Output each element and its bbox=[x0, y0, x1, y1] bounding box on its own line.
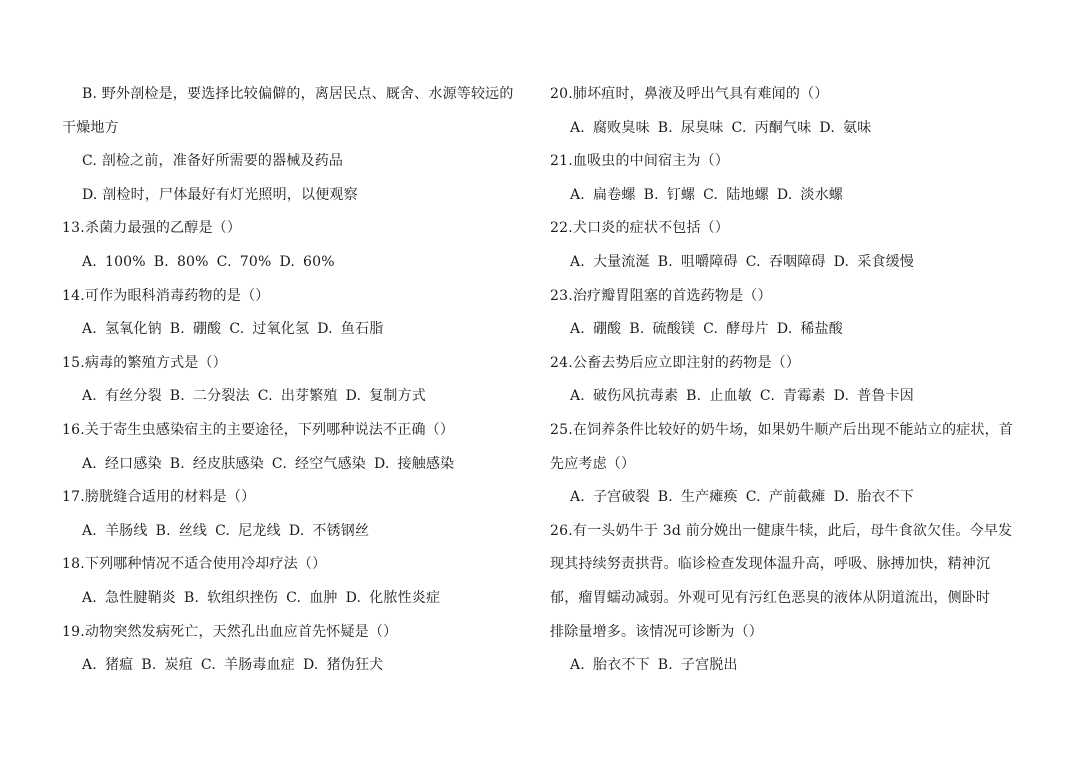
option-letter: A. bbox=[82, 522, 97, 539]
option-letter: D. bbox=[288, 522, 305, 539]
option-text: 过氧化氢 bbox=[252, 321, 310, 338]
option-letter: D. bbox=[317, 321, 333, 338]
option-text: 化脓性炎症 bbox=[369, 589, 441, 606]
option-text: 氢氧化钠 bbox=[104, 321, 162, 338]
question-stem: 15.病毒的繁殖方式是（） bbox=[62, 354, 227, 371]
options-row bbox=[550, 313, 1020, 347]
option-letter: C. bbox=[731, 119, 747, 136]
answer-option bbox=[170, 380, 250, 414]
question-stem: 25.在饲养条件比较好的奶牛场，如果奶牛顺产后出现不能站立的症状，首 bbox=[550, 421, 1014, 438]
answer-option bbox=[629, 313, 695, 347]
option-letter: C. bbox=[200, 657, 216, 674]
option-letter: B. bbox=[643, 186, 659, 203]
option-text: 70% bbox=[239, 253, 272, 270]
answer-option bbox=[217, 246, 272, 280]
option-text: 产前截瘫 bbox=[768, 489, 826, 506]
option-letter: C. bbox=[257, 388, 273, 405]
option-letter: C. bbox=[286, 589, 302, 606]
answer-option bbox=[346, 380, 426, 414]
option-letter: D. bbox=[833, 253, 850, 270]
text-continuation: 先应考虑（） bbox=[550, 455, 636, 472]
answer-option bbox=[760, 380, 826, 414]
option-letter: C. bbox=[759, 388, 775, 405]
answer-option bbox=[258, 380, 338, 414]
options-row bbox=[62, 448, 532, 482]
answer-option bbox=[746, 246, 826, 280]
option-text: 羊肠毒血症 bbox=[224, 657, 295, 674]
option-text: 鱼石脂 bbox=[340, 321, 384, 338]
answer-option bbox=[777, 313, 843, 347]
option-letter: B. bbox=[657, 489, 673, 506]
option-text: 子宫脱出 bbox=[680, 657, 738, 674]
question-stem: 24.公畜去势后应立即注射的药物是（） bbox=[550, 354, 801, 371]
option-letter: D. bbox=[819, 119, 835, 136]
option-text: 出芽繁殖 bbox=[280, 388, 338, 405]
option-letter: C. bbox=[745, 253, 761, 270]
option-text: 扁卷螺 bbox=[592, 186, 636, 203]
question-stem: 20.肺坏疽时，鼻液及呼出气具有难闻的（） bbox=[550, 86, 829, 102]
option-letter: A. bbox=[570, 119, 585, 136]
options-row bbox=[550, 649, 1020, 683]
question-stem: 16.关于寄生虫感染宿主的主要途径，下列哪种说法不正确（） bbox=[62, 421, 455, 438]
options-row bbox=[550, 246, 1020, 280]
answer-option bbox=[286, 582, 337, 616]
option-text: 猪瘟 bbox=[104, 657, 134, 674]
text-continuation: 干燥地方 bbox=[62, 119, 119, 136]
option-letter: A. bbox=[82, 253, 97, 270]
options-row bbox=[550, 112, 1020, 146]
answer-option bbox=[156, 515, 208, 549]
option-text: 硼酸 bbox=[192, 321, 222, 338]
option-letter: B. bbox=[153, 253, 169, 270]
option-letter: C. bbox=[229, 321, 245, 338]
option-text: 不锈钢丝 bbox=[312, 522, 370, 539]
option-text: 接触感染 bbox=[397, 455, 455, 472]
option-text: 猪伪狂犬 bbox=[326, 657, 384, 674]
option-text: 经口感染 bbox=[104, 455, 162, 472]
answer-option bbox=[184, 582, 278, 616]
option-text: 丙酮气味 bbox=[754, 119, 812, 136]
option-text: 硫酸镁 bbox=[652, 321, 696, 338]
question-stem: 26.有一头奶牛于 3d 前分娩出一健康牛犊，此后，母牛食欲欠佳。今早发 bbox=[550, 522, 1013, 539]
option-letter: A. bbox=[82, 589, 97, 606]
answer-option bbox=[570, 481, 650, 515]
option-letter: D. bbox=[776, 186, 793, 203]
option-letter: A. bbox=[82, 657, 97, 674]
answer-option bbox=[658, 481, 738, 515]
answer-option bbox=[272, 448, 366, 482]
answer-option bbox=[777, 179, 843, 213]
option-text: 青霉素 bbox=[783, 388, 826, 405]
option-letter: C. bbox=[703, 186, 719, 203]
option-text: 经空气感染 bbox=[295, 455, 366, 472]
answer-option bbox=[289, 515, 369, 549]
option-text: 吞咽障碍 bbox=[768, 253, 826, 270]
option-text: 稀盐酸 bbox=[800, 321, 843, 338]
answer-option bbox=[170, 313, 222, 347]
option-letter: A. bbox=[570, 186, 585, 203]
answer-option bbox=[141, 649, 193, 683]
option-letter: C. bbox=[703, 321, 719, 338]
option-text: 尿臭味 bbox=[680, 119, 724, 136]
text-continuation: 郁，瘤胃蠕动减弱。外观可见有污红色恶臭的液体从阴道流出，侧卧时 bbox=[550, 589, 991, 606]
option-letter: B. bbox=[169, 388, 185, 405]
option-text: 丝线 bbox=[178, 522, 208, 539]
options-row bbox=[62, 313, 532, 347]
answer-option bbox=[82, 313, 162, 347]
option-text: 陆地螺 bbox=[726, 186, 769, 203]
option-line: B. 野外剖检是，要选择比较偏僻的，离居民点、厩舍、水源等较远的 bbox=[82, 86, 514, 102]
option-line: C. 剖检之前，准备好所需要的器械及药品 bbox=[82, 153, 344, 170]
option-text: 胎衣不下 bbox=[592, 657, 650, 674]
answer-option bbox=[746, 481, 826, 515]
options-row bbox=[62, 582, 532, 616]
answer-option bbox=[819, 112, 871, 146]
option-letter: A. bbox=[570, 388, 585, 405]
answer-option bbox=[317, 313, 383, 347]
answer-option bbox=[201, 649, 295, 683]
answer-option bbox=[570, 313, 621, 347]
option-letter: A. bbox=[570, 321, 585, 338]
answer-option bbox=[834, 246, 914, 280]
answer-option bbox=[346, 582, 441, 616]
option-text: 咀嚼障碍 bbox=[680, 253, 738, 270]
answer-option bbox=[644, 179, 696, 213]
option-text: 尼龙线 bbox=[238, 522, 281, 539]
options-row bbox=[62, 380, 532, 414]
question-stem: 23.治疗瓣胃阻塞的首选药物是（） bbox=[550, 287, 772, 304]
right-column bbox=[550, 78, 1020, 683]
answer-option bbox=[703, 313, 769, 347]
option-letter: A. bbox=[570, 657, 585, 674]
answer-option bbox=[82, 515, 148, 549]
answer-option bbox=[82, 448, 162, 482]
option-letter: B. bbox=[141, 657, 157, 674]
option-text: 酵母片 bbox=[726, 321, 769, 338]
answer-option bbox=[82, 380, 162, 414]
options-row bbox=[62, 649, 532, 683]
option-letter: B. bbox=[169, 455, 185, 472]
options-row bbox=[62, 515, 532, 549]
answer-option bbox=[570, 246, 650, 280]
answer-option bbox=[229, 313, 309, 347]
option-letter: D. bbox=[345, 589, 362, 606]
option-text: 60% bbox=[303, 253, 335, 270]
option-letter: D. bbox=[345, 388, 362, 405]
answer-option bbox=[570, 649, 650, 683]
option-letter: A. bbox=[82, 455, 97, 472]
option-text: 复制方式 bbox=[369, 388, 427, 405]
option-letter: D. bbox=[833, 388, 850, 405]
option-text: 采食缓慢 bbox=[857, 253, 915, 270]
options-row bbox=[62, 246, 532, 280]
option-letter: B. bbox=[686, 388, 702, 405]
answer-option bbox=[82, 582, 176, 616]
options-row bbox=[550, 481, 1020, 515]
option-text: 有丝分裂 bbox=[104, 388, 162, 405]
left-column bbox=[62, 78, 532, 683]
option-letter: A. bbox=[82, 388, 97, 405]
option-letter: B. bbox=[629, 321, 645, 338]
option-letter: C. bbox=[271, 455, 287, 472]
question-stem: 17.膀胱缝合适用的材料是（） bbox=[62, 489, 256, 506]
answer-option bbox=[686, 380, 752, 414]
text-continuation: 现其持续努责拱背。临诊检查发现体温升高，呼吸、脉搏加快，精神沉 bbox=[550, 556, 991, 573]
option-letter: B. bbox=[657, 657, 673, 674]
option-text: 氨味 bbox=[843, 119, 872, 136]
option-text: 羊肠线 bbox=[104, 522, 148, 539]
answer-option bbox=[834, 481, 914, 515]
option-line: D. 剖检时，尸体最好有灯光照明，以便观察 bbox=[82, 186, 358, 203]
option-letter: B. bbox=[657, 253, 673, 270]
answer-option bbox=[703, 179, 769, 213]
question-stem: 19.动物突然发病死亡，天然孔出血应首先怀疑是（） bbox=[62, 623, 398, 640]
options-row bbox=[550, 179, 1020, 213]
option-text: 急性腱鞘炎 bbox=[104, 589, 176, 606]
option-text: 钉螺 bbox=[666, 186, 696, 203]
option-text: 止血敏 bbox=[709, 388, 752, 405]
answer-option bbox=[154, 246, 209, 280]
text-continuation: 排除量增多。该情况可诊断为（） bbox=[550, 623, 763, 640]
question-stem: 18.下列哪种情况不适合使用冷却疗法（） bbox=[62, 556, 327, 573]
answer-option bbox=[570, 112, 650, 146]
answer-option bbox=[279, 246, 334, 280]
option-letter: A. bbox=[570, 489, 585, 506]
option-text: 胎衣不下 bbox=[857, 489, 915, 506]
option-letter: C. bbox=[745, 489, 761, 506]
option-text: 二分裂法 bbox=[192, 388, 250, 405]
option-letter: D. bbox=[303, 657, 319, 674]
option-text: 经皮肤感染 bbox=[192, 455, 264, 472]
option-text: 炭疽 bbox=[164, 657, 193, 674]
option-text: 80% bbox=[176, 253, 209, 270]
option-text: 淡水螺 bbox=[800, 186, 843, 203]
option-letter: C. bbox=[216, 253, 232, 270]
option-letter: A. bbox=[82, 321, 97, 338]
answer-option bbox=[82, 246, 146, 280]
answer-option bbox=[215, 515, 281, 549]
option-letter: B. bbox=[155, 522, 171, 539]
option-letter: D. bbox=[279, 253, 296, 270]
option-letter: D. bbox=[776, 321, 793, 338]
option-letter: B. bbox=[183, 589, 200, 606]
answer-option bbox=[570, 179, 636, 213]
option-letter: B. bbox=[657, 119, 673, 136]
answer-option bbox=[834, 380, 914, 414]
question-stem: 22.犬口炎的症状不包括（） bbox=[550, 220, 730, 237]
answer-option bbox=[570, 380, 678, 414]
option-letter: C. bbox=[215, 522, 231, 539]
answer-option bbox=[170, 448, 264, 482]
option-text: 血肿 bbox=[309, 589, 338, 606]
answer-option bbox=[82, 649, 133, 683]
option-text: 软组织挫伤 bbox=[207, 589, 279, 606]
option-text: 100% bbox=[104, 253, 146, 270]
option-text: 硼酸 bbox=[592, 321, 622, 338]
answer-option bbox=[658, 649, 738, 683]
option-letter: B. bbox=[169, 321, 185, 338]
option-text: 子宫破裂 bbox=[592, 489, 650, 506]
option-text: 大量流涎 bbox=[592, 253, 650, 270]
answer-option bbox=[658, 112, 724, 146]
answer-option bbox=[732, 112, 812, 146]
answer-option bbox=[658, 246, 738, 280]
question-stem: 14.可作为眼科消毒药物的是（） bbox=[62, 287, 270, 304]
option-letter: D. bbox=[374, 455, 390, 472]
option-text: 普鲁卡因 bbox=[857, 388, 914, 405]
answer-option bbox=[303, 649, 383, 683]
question-stem: 21.血吸虫的中间宿主为（） bbox=[550, 153, 730, 170]
option-text: 腐败臭味 bbox=[592, 119, 650, 136]
answer-option bbox=[374, 448, 454, 482]
option-letter: D. bbox=[833, 489, 850, 506]
question-stem: 13.杀菌力最强的乙醇是（） bbox=[62, 220, 242, 237]
options-row bbox=[550, 380, 1020, 414]
option-text: 破伤风抗毒素 bbox=[592, 388, 679, 405]
option-letter: A. bbox=[570, 253, 585, 270]
option-text: 生产瘫痪 bbox=[680, 489, 738, 506]
